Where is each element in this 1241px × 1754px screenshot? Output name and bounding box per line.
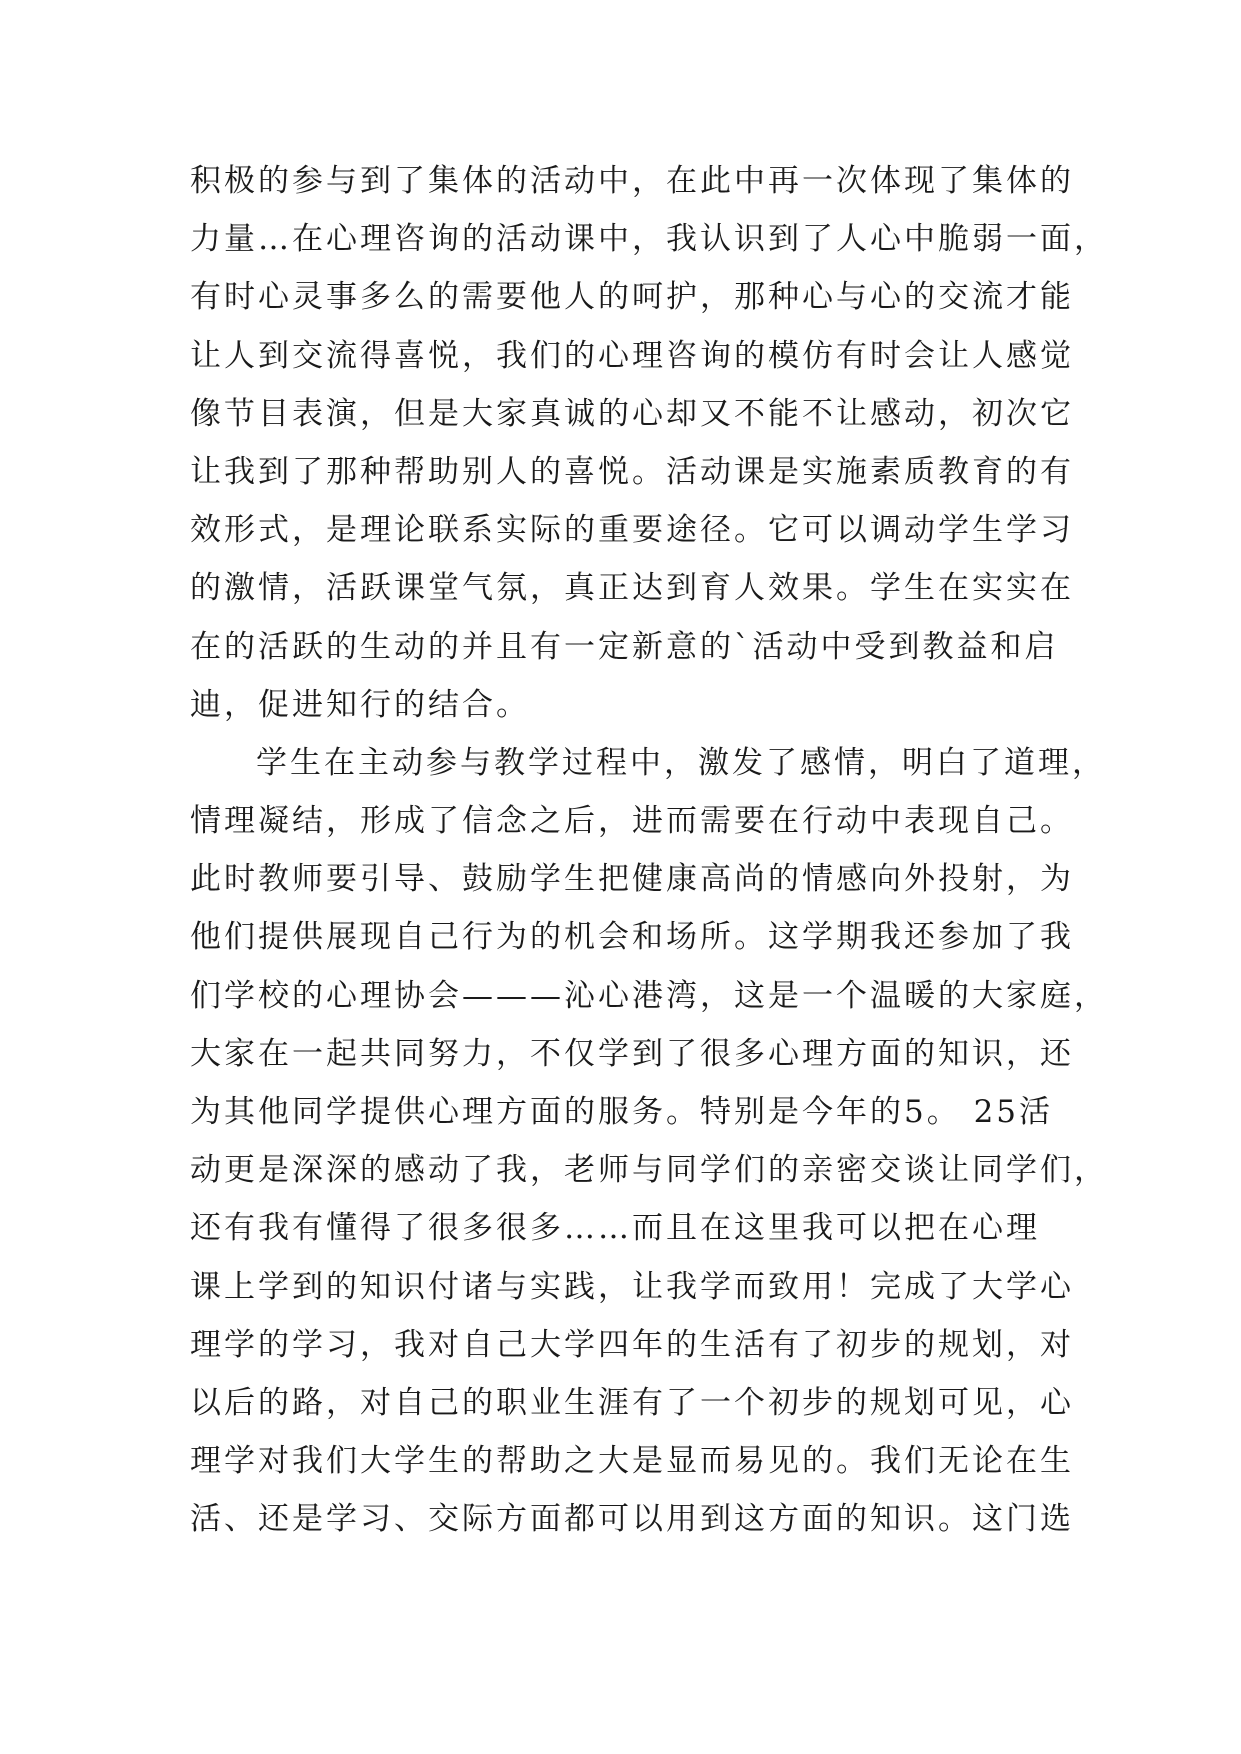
text-line: 们学校的心理协会———沁心港湾，这是一个温暖的大家庭， [190, 977, 1108, 1014]
text-line: 他们提供展现自己行为的机会和场所。这学期我还参加了我 [190, 919, 1074, 956]
text-line: 课上学到的知识付诸与实践，让我学而致用！完成了大学心 [190, 1268, 1074, 1305]
body-text [190, 152, 1108, 1549]
text-line: 力量…在心理咨询的活动课中，我认识到了人心中脆弱一面， [190, 221, 1108, 258]
text-line: 情理凝结，形成了信念之后，进而需要在行动中表现自己。 [190, 803, 1074, 840]
text-line: 有时心灵事多么的需要他人的呵护，那种心与心的交流才能 [190, 279, 1074, 316]
text-line: 还有我有懂得了很多很多……而且在这里我可以把在心理 [190, 1210, 1040, 1247]
text-line: 在的活跃的生动的并且有一定新意的`活动中受到教益和启 [190, 628, 1059, 665]
text-line: 让我到了那种帮助别人的喜悦。活动课是实施素质教育的有 [190, 453, 1074, 490]
text-line: 让人到交流得喜悦，我们的心理咨询的模仿有时会让人感觉 [190, 337, 1074, 374]
paragraph-start-line: 学生在主动参与教学过程中，激发了感情，明白了道理， [256, 744, 1106, 781]
text-line: 积极的参与到了集体的活动中，在此中再一次体现了集体的 [190, 163, 1074, 199]
text-line: 像节目表演，但是大家真诚的心却又不能不让感动，初次它 [190, 395, 1074, 432]
text-line: 动更是深深的感动了我，老师与同学们的亲密交谈让同学们， [190, 1152, 1108, 1189]
text-line: 活、还是学习、交际方面都可以用到这方面的知识。这门选 [190, 1501, 1074, 1538]
text-line: 理学对我们大学生的帮助之大是显而易见的。我们无论在生 [190, 1443, 1074, 1480]
text-line: 迪，促进知行的结合。 [190, 686, 530, 723]
text-line: 大家在一起共同努力，不仅学到了很多心理方面的知识，还 [190, 1035, 1074, 1072]
text-line: 此时教师要引导、鼓励学生把健康高尚的情感向外投射，为 [190, 861, 1074, 898]
text-line: 理学的学习，我对自己大学四年的生活有了初步的规划，对 [190, 1326, 1074, 1363]
text-line: 以后的路，对自己的职业生涯有了一个初步的规划可见，心 [190, 1384, 1074, 1421]
text-line: 为其他同学提供心理方面的服务。特别是今年的5。 25活 [190, 1094, 1054, 1130]
text-line: 的激情，活跃课堂气氛，真正达到育人效果。学生在实实在 [190, 570, 1074, 607]
text-line: 效形式，是理论联系实际的重要途径。它可以调动学生学习 [190, 512, 1074, 549]
